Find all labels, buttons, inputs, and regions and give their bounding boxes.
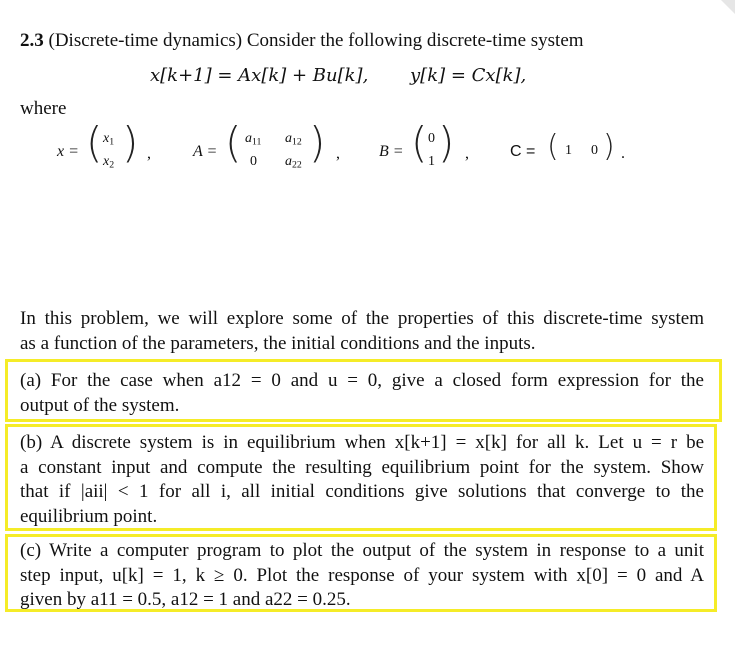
- problem-title: [20, 29, 584, 53]
- x-right-paren: ): [122, 118, 139, 167]
- part-c: [20, 539, 704, 613]
- c-right-paren: ): [603, 129, 615, 164]
- a-left-paren: (: [225, 118, 242, 167]
- x-comma: ,: [147, 145, 151, 162]
- intro-paragraph: [20, 307, 704, 356]
- b-entry-2: 1: [428, 154, 435, 169]
- part-b-line-3: that if |aii| < 1 for all i, all initial conditions give solutions that converge to the: [20, 481, 704, 502]
- c-period: .: [621, 145, 625, 162]
- part-a: [20, 369, 704, 418]
- b-comma: ,: [465, 145, 469, 162]
- a-comma: ,: [336, 145, 340, 162]
- state-equation: x[k+1] = Ax[k] + Bu[k],: [150, 65, 369, 86]
- x-entry-1: $x_1$: [103, 131, 115, 148]
- b-entry-1: 0: [428, 131, 435, 146]
- a-right-paren: ): [309, 118, 326, 167]
- page-corner-fold: [721, 0, 735, 14]
- part-a-line-2: output of the system.: [20, 394, 180, 416]
- intro-line-1: In this problem, we will explore some of the properties of this discrete-time system: [20, 308, 704, 329]
- x-entry-2: $x_2$: [103, 154, 115, 171]
- problem-title-text: (Discrete-time dynamics) Consider the following discrete-time system: [48, 30, 584, 51]
- a-entry-12: $a_{12}$: [285, 131, 302, 148]
- x-left-paren: (: [86, 118, 103, 167]
- where-label: where: [20, 98, 67, 119]
- b-right-paren: ): [438, 118, 455, 167]
- intro-line-2: as a function of the parameters, the initial conditions and the inputs.: [20, 332, 536, 354]
- output-equation: y[k] = Cx[k],: [410, 65, 527, 86]
- part-b: [20, 431, 704, 529]
- a-entry-21: 0: [250, 154, 257, 169]
- problem-number: 2.3: [20, 30, 44, 51]
- a-entry-11: $a_{11}$: [245, 131, 262, 148]
- c-left-paren: (: [547, 129, 559, 164]
- c-matrix-lhs: C =: [510, 143, 536, 160]
- x-vector-lhs: x =: [57, 143, 79, 160]
- b-left-paren: (: [411, 118, 428, 167]
- part-a-line-1: (a) For the case when a12 = 0 and u = 0, give a closed form expression for the: [20, 370, 704, 391]
- a-matrix-lhs: A =: [193, 143, 218, 160]
- b-vector-lhs: B =: [379, 143, 404, 160]
- part-b-line-1: (b) A discrete system is in equilibrium when x[k+1] = x[k] for all k. Let u = r be: [20, 432, 704, 453]
- c-entry-1: 1: [565, 143, 572, 158]
- part-c-line-3: given by a11 = 0.5, a12 = 1 and a22 = 0.25.: [20, 589, 351, 610]
- part-b-line-2: a constant input and compute the resulting equilibrium point for the system. Show: [20, 456, 704, 478]
- part-c-line-2: step input, u[k] = 1, k ≥ 0. Plot the response of your system with x[0] = 0 and A: [20, 564, 704, 586]
- c-entry-2: 0: [591, 143, 598, 158]
- part-b-line-4: equilibrium point.: [20, 505, 158, 527]
- a-entry-22: $a_{22}$: [285, 154, 302, 171]
- part-c-line-1: (c) Write a computer program to plot the output of the system in response to a unit: [20, 540, 704, 561]
